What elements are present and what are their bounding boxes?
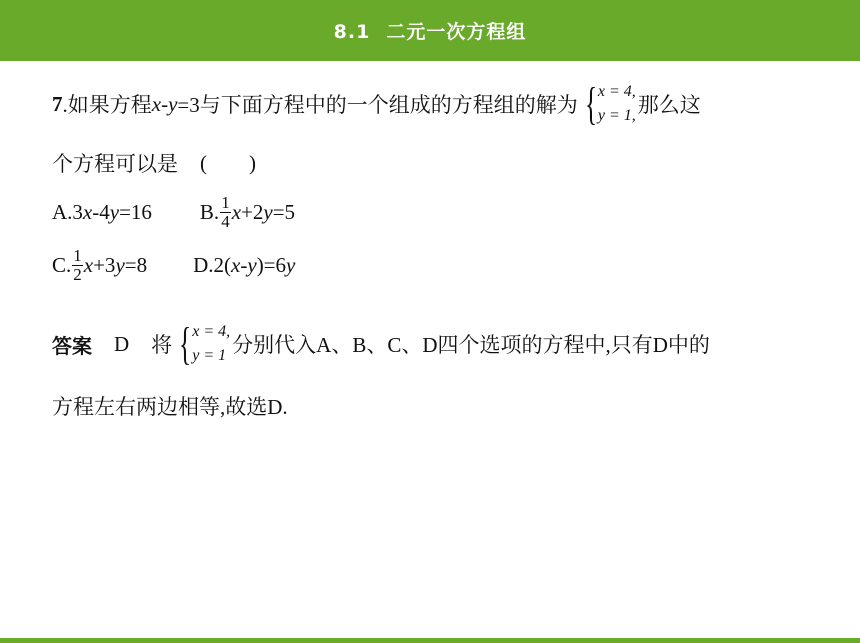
- solution-system: [580, 80, 636, 128]
- solution-row-y: y = 1,: [597, 107, 636, 124]
- answer-line-2: [52, 391, 288, 421]
- answer-system: [174, 320, 230, 368]
- left-brace-icon: {: [179, 318, 192, 369]
- option-a: A.3x-4y=16: [52, 200, 152, 224]
- answer-text-3: 方程左右两边相等,故选D.: [52, 395, 288, 419]
- var-x: x: [151, 91, 162, 116]
- option-b: B. $\frac{1}{4}$ x +2 y =5: [199, 193, 296, 231]
- var-y: y: [168, 91, 178, 116]
- option-c: C. $\frac{1}{2}$ x +3 y =8: [52, 246, 148, 284]
- section-name: 二元一次方程组: [386, 21, 527, 43]
- question-line-1: [52, 80, 701, 128]
- answer-sys-row-x: x = 4,: [192, 323, 231, 340]
- answer-text-2: 分别代入A、B、C、D四个选项的方程中,只有D中的: [232, 333, 710, 357]
- fraction-one-quarter: $\frac{1}{4}$: [221, 193, 230, 231]
- answer-choice: D: [114, 331, 130, 356]
- option-d: D.2(x-y)=6y: [193, 253, 296, 277]
- answer-label: 答案: [52, 333, 92, 358]
- answer-text-1: 将: [151, 333, 173, 357]
- question-stem-text-3: 那么这: [637, 93, 701, 117]
- question-line-2: [52, 148, 256, 178]
- minus-sign: -: [161, 91, 169, 116]
- question-stem-text: .如果方程: [62, 93, 152, 117]
- question-stem-line-2: 个方程可以是: [52, 152, 178, 176]
- solution-row-x: x = 4,: [597, 83, 636, 100]
- answer-blank: ( ): [200, 150, 256, 175]
- options-row-2: [52, 247, 295, 284]
- fraction-one-half: $\frac{1}{2}$: [73, 246, 82, 284]
- question-stem-text-2: =3与下面方程中的一个组成的方程组的解为: [177, 93, 578, 117]
- options-row-1: [52, 194, 295, 231]
- section-title: [334, 17, 527, 44]
- answer-sys-row-y: y = 1: [192, 347, 227, 364]
- left-brace-icon: {: [584, 78, 597, 129]
- footer-bar: [0, 638, 860, 643]
- answer-line-1: [52, 320, 710, 368]
- section-number: 8.1: [333, 21, 371, 43]
- header-bar: [0, 0, 860, 61]
- question-number: 7: [52, 91, 63, 116]
